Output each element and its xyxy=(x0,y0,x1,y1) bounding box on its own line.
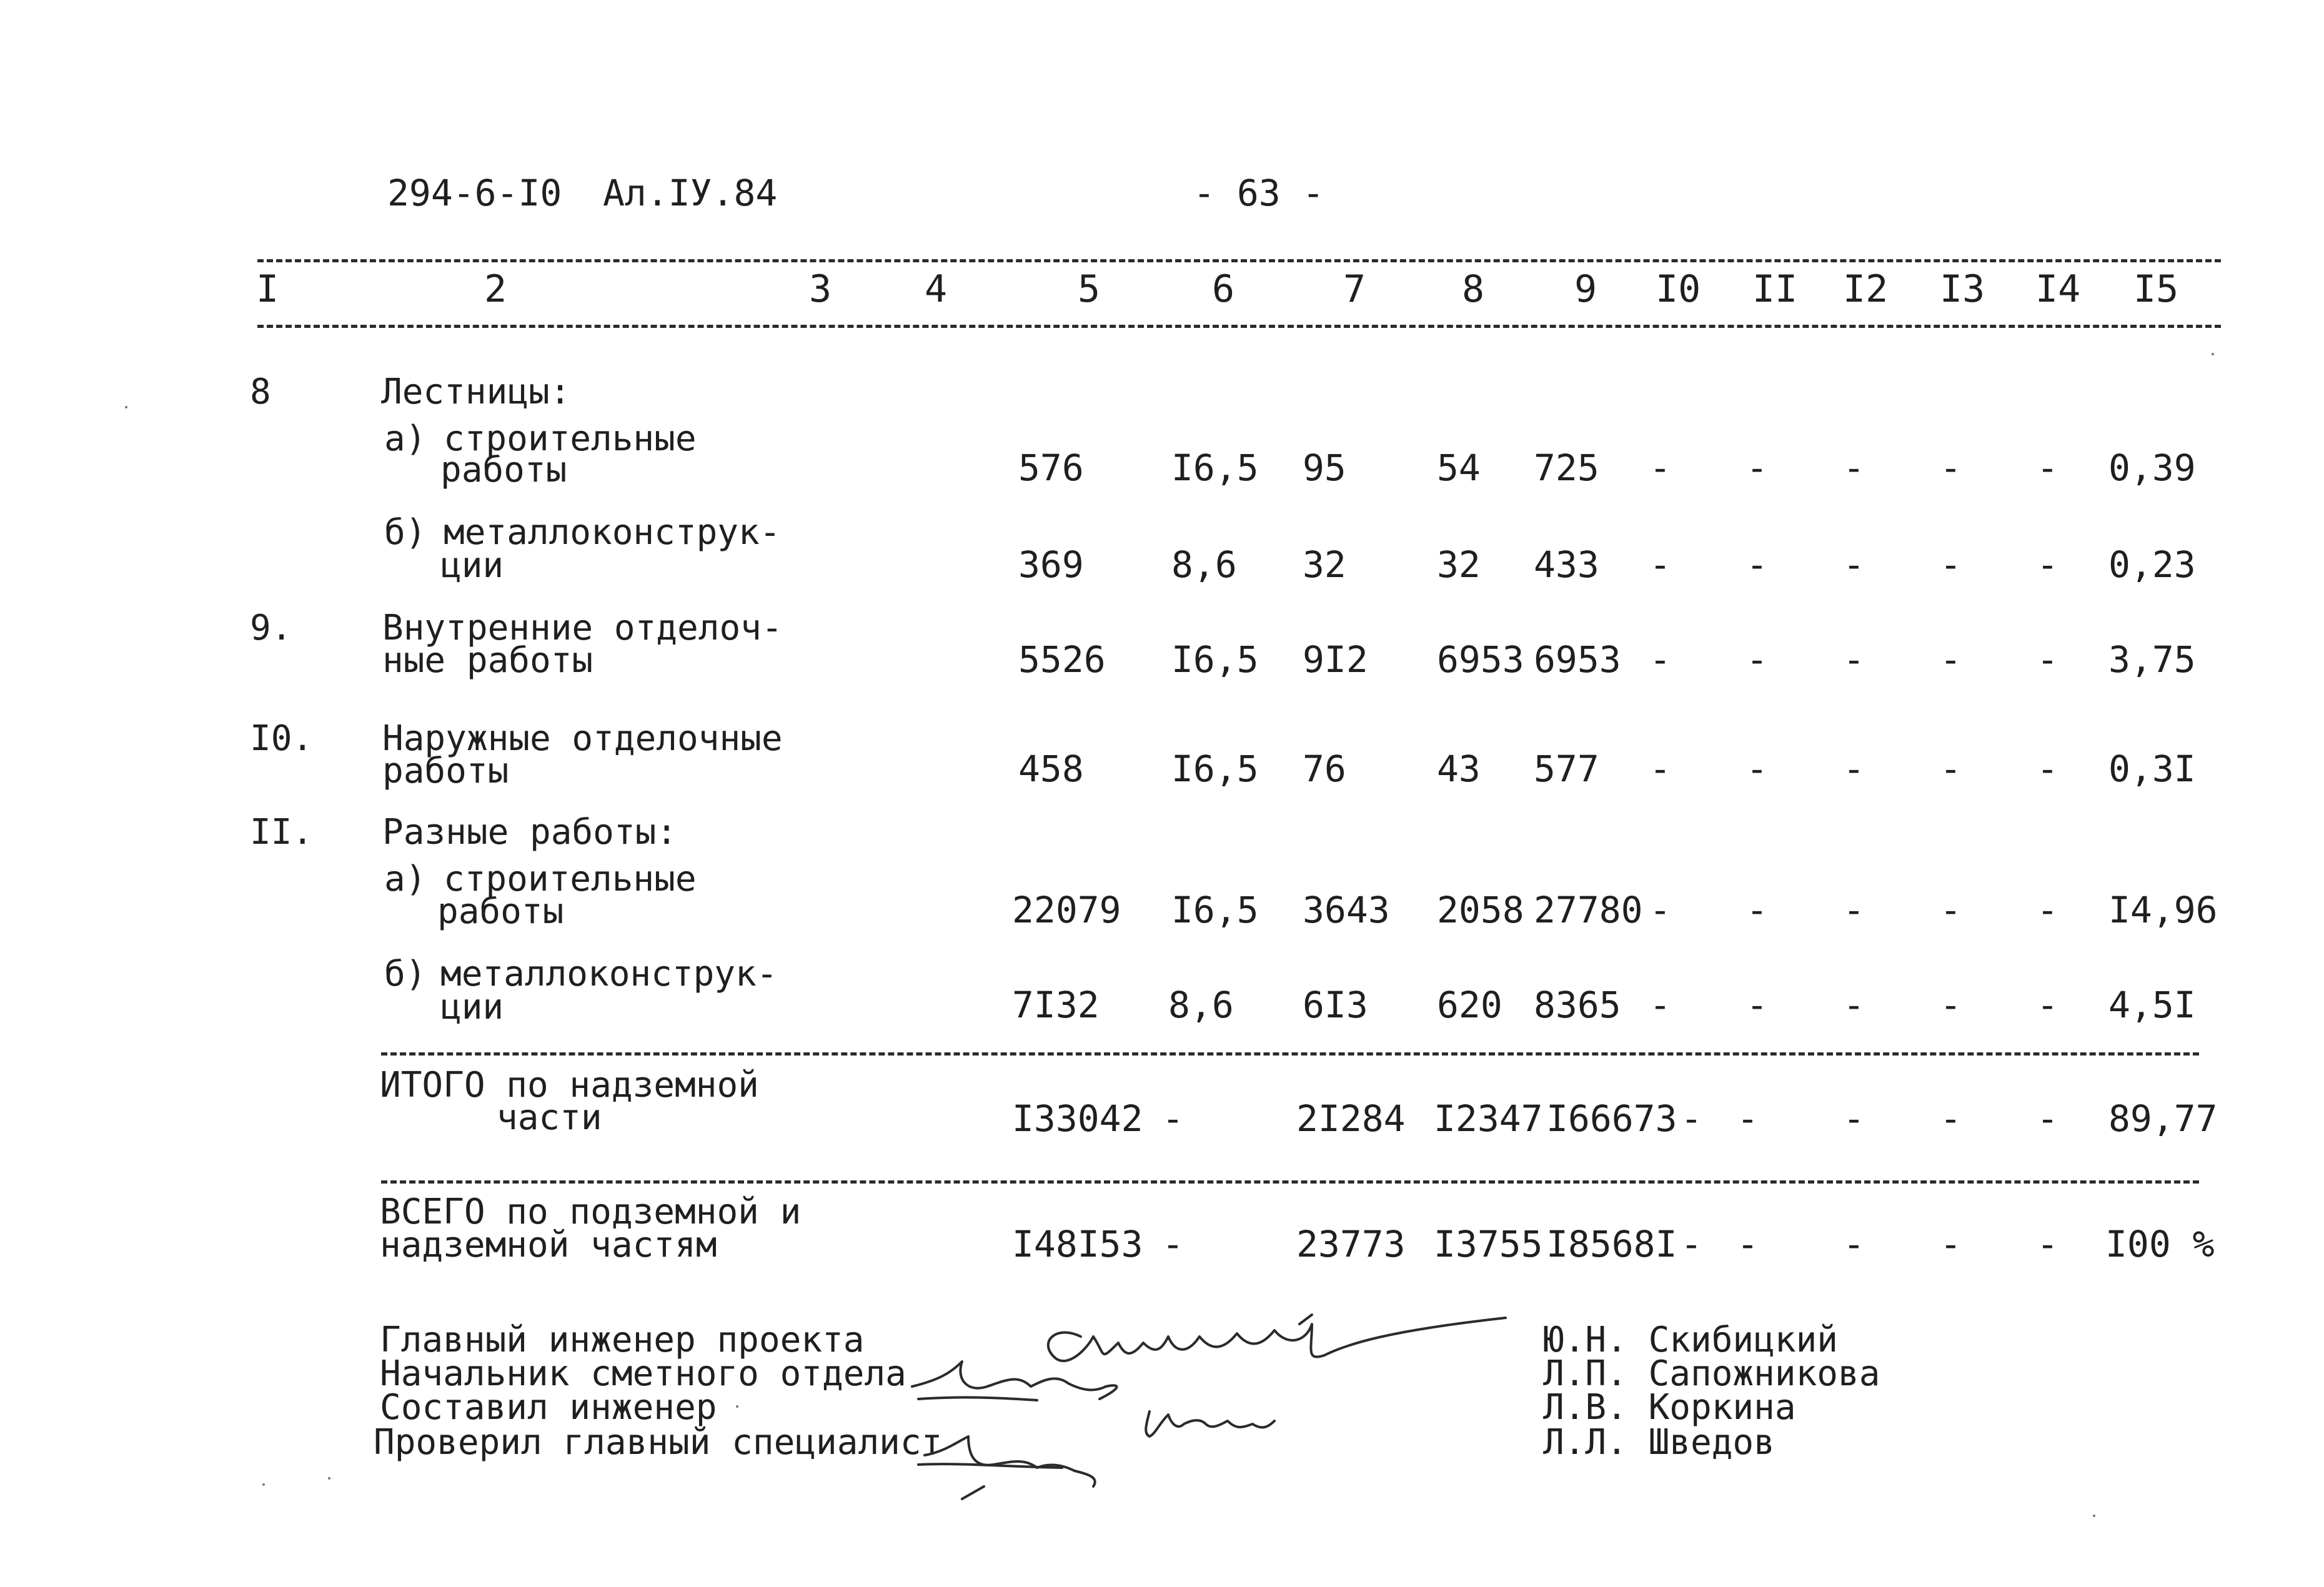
cell-col-10: - xyxy=(1649,543,1671,586)
row-number: 8 xyxy=(250,372,271,412)
document-code: 294-6-I0 xyxy=(387,172,562,214)
cell-col-7: 23773 xyxy=(1296,1223,1406,1265)
total-rule xyxy=(381,1180,2199,1184)
cell-col-6: I6,5 xyxy=(1171,638,1259,681)
scan-speck xyxy=(2093,1515,2095,1517)
signature-role: Главный инженер проекта xyxy=(380,1320,865,1360)
row-label-line-1: строительные xyxy=(444,859,697,899)
cell-col-6: - xyxy=(1162,1223,1184,1265)
row-label-line-2: ции xyxy=(440,987,504,1027)
cell-col-6: I6,5 xyxy=(1171,748,1259,790)
cell-col-7: 76 xyxy=(1303,748,1346,790)
column-header: I5 xyxy=(2133,267,2179,311)
cell-col-8: 620 xyxy=(1437,984,1502,1026)
total-label-line-1: ИТОГО по надземной xyxy=(380,1065,759,1105)
column-header: I xyxy=(256,267,279,311)
column-header: 6 xyxy=(1212,267,1235,311)
cell-col-10: - xyxy=(1681,1097,1702,1140)
column-header: 8 xyxy=(1462,267,1485,311)
cell-col-9: 725 xyxy=(1534,447,1599,489)
signature-role: Составил инженер xyxy=(380,1387,717,1428)
row-label-line-2: ции xyxy=(440,545,504,586)
cell-col-10: - xyxy=(1649,447,1671,489)
cell-col-11: - xyxy=(1746,984,1768,1026)
signature-role: Начальник сметного отдела xyxy=(380,1353,906,1394)
cell-col-13: - xyxy=(1940,1097,1962,1140)
cell-col-15: 89,77 xyxy=(2108,1097,2218,1140)
scan-speck xyxy=(2212,353,2214,355)
cell-col-14: - xyxy=(2037,543,2058,586)
row-label-line-2: работы xyxy=(440,450,567,490)
cell-col-5: 576 xyxy=(1018,447,1084,489)
cell-col-9: 577 xyxy=(1534,748,1599,790)
cell-col-13: - xyxy=(1940,1223,1962,1265)
cell-col-8: 32 xyxy=(1437,543,1481,586)
cell-col-10: - xyxy=(1649,889,1671,931)
cell-col-9: 6953 xyxy=(1534,638,1621,681)
cell-col-14: - xyxy=(2037,889,2058,931)
cell-col-11: - xyxy=(1746,447,1768,489)
scan-speck xyxy=(125,406,127,408)
scan-speck xyxy=(328,1477,330,1480)
row-number: 9. xyxy=(250,608,292,648)
cell-col-7: 95 xyxy=(1303,447,1346,489)
row-label-line-1: Внутренние отделоч- xyxy=(382,608,783,648)
cell-col-8: 43 xyxy=(1437,748,1481,790)
row-label-line-2: ные работы xyxy=(382,640,593,681)
cell-col-15: 4,5I xyxy=(2108,984,2196,1026)
cell-col-11: - xyxy=(1746,889,1768,931)
signature-role: Проверил главный специалист xyxy=(374,1422,943,1463)
cell-col-15: 0,3I xyxy=(2108,748,2196,790)
cell-col-14: - xyxy=(2037,638,2058,681)
column-header: 4 xyxy=(925,267,948,311)
cell-col-10: - xyxy=(1649,984,1671,1026)
cell-col-15: I4,96 xyxy=(2108,889,2218,931)
signatory-name: Ю.Н. Скибицкий xyxy=(1543,1320,1839,1360)
row-sub-marker: б) xyxy=(384,954,427,994)
cell-col-12: - xyxy=(1843,984,1865,1026)
cell-col-13: - xyxy=(1940,638,1962,681)
row-sub-marker: а) xyxy=(384,418,427,459)
cell-col-12: - xyxy=(1843,638,1865,681)
cell-col-6: I6,5 xyxy=(1171,889,1259,931)
cell-col-7: 32 xyxy=(1303,543,1346,586)
cell-col-8: I3755 xyxy=(1434,1223,1543,1265)
cell-col-15: 0,23 xyxy=(2108,543,2196,586)
cell-col-12: - xyxy=(1843,543,1865,586)
cell-col-5: 5526 xyxy=(1018,638,1106,681)
row-label-line-2: работы xyxy=(437,891,564,932)
column-header: I3 xyxy=(1940,267,1985,311)
subtotal-rule xyxy=(381,1052,2199,1056)
album-number: Ал.IУ.84 xyxy=(603,172,778,214)
table-top-rule xyxy=(257,259,2221,262)
handwritten-signatures xyxy=(875,1299,1562,1524)
column-header: I0 xyxy=(1656,267,1701,311)
cell-col-5: I48I53 xyxy=(1012,1223,1143,1265)
cell-col-9: 433 xyxy=(1534,543,1599,586)
column-header: 2 xyxy=(484,267,507,311)
cell-col-10: - xyxy=(1681,1223,1702,1265)
row-label-line-1: строительные xyxy=(444,418,697,459)
cell-col-13: - xyxy=(1940,889,1962,931)
cell-col-14: - xyxy=(2037,1223,2058,1265)
row-sub-marker: б) xyxy=(384,512,427,553)
cell-col-7: 6I3 xyxy=(1303,984,1368,1026)
cell-col-6: 8,6 xyxy=(1171,543,1237,586)
cell-col-13: - xyxy=(1940,984,1962,1026)
row-number: II. xyxy=(250,812,314,853)
scan-speck xyxy=(262,1483,265,1486)
cell-col-9: I66673 xyxy=(1546,1097,1677,1140)
cell-col-11: - xyxy=(1746,543,1768,586)
signatory-name: Л.Л. Шведов xyxy=(1543,1422,1775,1463)
column-header: 9 xyxy=(1574,267,1597,311)
cell-col-11: - xyxy=(1746,638,1768,681)
row-label-line-2: работы xyxy=(382,751,509,791)
row-label-line-1: металлоконструк- xyxy=(440,954,778,994)
cell-col-13: - xyxy=(1940,543,1962,586)
cell-col-13: - xyxy=(1940,447,1962,489)
signatory-name: Л.В. Коркина xyxy=(1543,1387,1796,1428)
column-header: I2 xyxy=(1843,267,1889,311)
cell-col-13: - xyxy=(1940,748,1962,790)
cell-col-15: I00 % xyxy=(2105,1223,2215,1265)
cell-col-8: 54 xyxy=(1437,447,1481,489)
cell-col-12: - xyxy=(1843,748,1865,790)
column-header: II xyxy=(1752,267,1798,311)
cell-col-15: 3,75 xyxy=(2108,638,2196,681)
cell-col-5: 22079 xyxy=(1012,889,1121,931)
cell-col-12: - xyxy=(1843,1097,1865,1140)
cell-col-11: - xyxy=(1746,748,1768,790)
cell-col-12: - xyxy=(1843,889,1865,931)
column-header: I4 xyxy=(2035,267,2081,311)
table-header-rule xyxy=(257,325,2221,328)
cell-col-12: - xyxy=(1843,447,1865,489)
column-header: 5 xyxy=(1078,267,1101,311)
total-label-line-2: надземной частям xyxy=(380,1225,717,1265)
row-label-line-1: Наружные отделочные xyxy=(382,718,783,759)
column-header: 7 xyxy=(1343,267,1366,311)
signatory-name: Л.П. Сапожникова xyxy=(1543,1353,1880,1394)
cell-col-12: - xyxy=(1843,1223,1865,1265)
row-label-line-1: металлоконструк- xyxy=(444,512,781,553)
cell-col-15: 0,39 xyxy=(2108,447,2196,489)
cell-col-5: 7I32 xyxy=(1012,984,1100,1026)
cell-col-9: 8365 xyxy=(1534,984,1621,1026)
cell-col-14: - xyxy=(2037,447,2058,489)
row-number: I0. xyxy=(250,718,314,759)
cell-col-14: - xyxy=(2037,1097,2058,1140)
row-label: Лестницы: xyxy=(381,372,571,412)
total-label-line-2: части xyxy=(497,1097,602,1138)
scan-speck xyxy=(736,1405,738,1408)
row-sub-marker: а) xyxy=(384,859,427,899)
cell-col-14: - xyxy=(2037,984,2058,1026)
cell-col-7: 2I284 xyxy=(1296,1097,1406,1140)
cell-col-8: 6953 xyxy=(1437,638,1524,681)
cell-col-6: I6,5 xyxy=(1171,447,1259,489)
cell-col-9: 27780 xyxy=(1534,889,1643,931)
cell-col-6: - xyxy=(1162,1097,1184,1140)
cell-col-10: - xyxy=(1649,748,1671,790)
cell-col-11: - xyxy=(1737,1223,1759,1265)
column-header: 3 xyxy=(809,267,832,311)
total-label-line-1: ВСЕГО по подземной и xyxy=(380,1192,802,1232)
cell-col-14: - xyxy=(2037,748,2058,790)
cell-col-5: 458 xyxy=(1018,748,1084,790)
page-number: - 63 - xyxy=(1193,172,1324,214)
cell-col-5: 369 xyxy=(1018,543,1084,586)
cell-col-7: 9I2 xyxy=(1303,638,1368,681)
cell-col-11: - xyxy=(1737,1097,1759,1140)
cell-col-7: 3643 xyxy=(1303,889,1390,931)
cell-col-8: 2058 xyxy=(1437,889,1524,931)
cell-col-6: 8,6 xyxy=(1168,984,1234,1026)
cell-col-10: - xyxy=(1649,638,1671,681)
row-label: Разные работы: xyxy=(382,812,678,853)
cell-col-9: I8568I xyxy=(1546,1223,1677,1265)
cell-col-8: I2347 xyxy=(1434,1097,1543,1140)
cell-col-5: I33042 xyxy=(1012,1097,1143,1140)
